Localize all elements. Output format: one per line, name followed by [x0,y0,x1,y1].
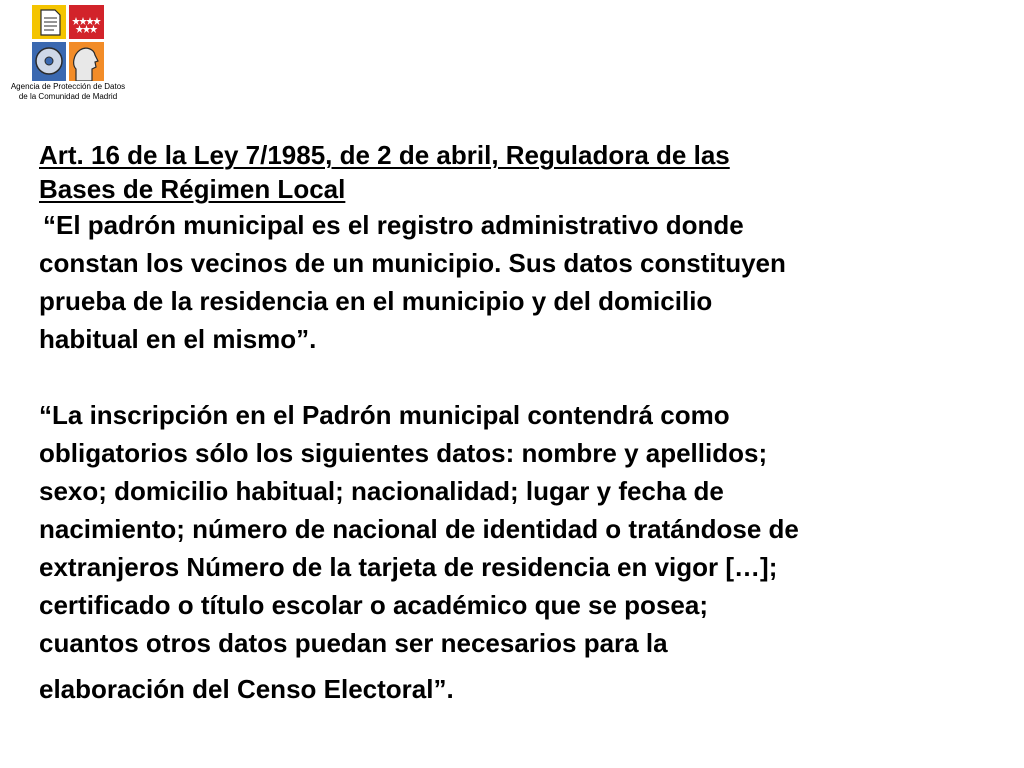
heading-line-1: Art. 16 de la Ley 7/1985, de 2 de abril, Reguladora de las [39,140,730,170]
paragraph-1-line-1: “El padrón municipal es el registro administrativo donde [43,210,744,240]
paragraph-2-line-5: extranjeros Número de la tarjeta de residencia en vigor […]; [39,552,778,582]
logo-flag-quadrant [69,5,104,39]
agency-name [6,82,130,102]
agency-name-line-2: de la Comunidad de Madrid [18,92,118,101]
agency-name-line-1: Agencia de Protección de Datos [10,82,126,91]
paragraph-2-line-8: elaboración del Censo Electoral”. [39,674,454,704]
paragraph-1-line-4: habitual en el mismo”. [39,324,317,354]
article-heading [39,138,1009,206]
paragraph-spacer [39,358,1009,396]
quote-paragraph-2 [39,396,1009,708]
slide-content [39,138,1009,708]
paragraph-2-line-4: nacimiento; número de nacional de identidad o tratándose de [39,514,799,544]
paragraph-1-line-2: constan los vecinos de un municipio. Sus datos constituyen [39,248,786,278]
paragraph-2-line-3: sexo; domicilio habitual; nacionalidad; lugar y fecha de [39,476,724,506]
agency-logo [6,2,130,112]
paragraph-2-line-7: cuantos otros datos puedan ser necesarios para la [39,628,668,658]
quote-paragraph-1 [39,206,1009,358]
paragraph-1-line-3: prueba de la residencia en el municipio y del domicilio [39,286,713,316]
paragraph-2-line-1: “La inscripción en el Padrón municipal contendrá como [39,400,730,430]
agency-logo-icon [32,5,104,81]
heading-line-2: Bases de Régimen Local [39,174,346,204]
paragraph-2-line-6: certificado o título escolar o académico que se posea; [39,590,708,620]
paragraph-2-line-2: obligatorios sólo los siguientes datos: nombre y apellidos; [39,438,768,468]
